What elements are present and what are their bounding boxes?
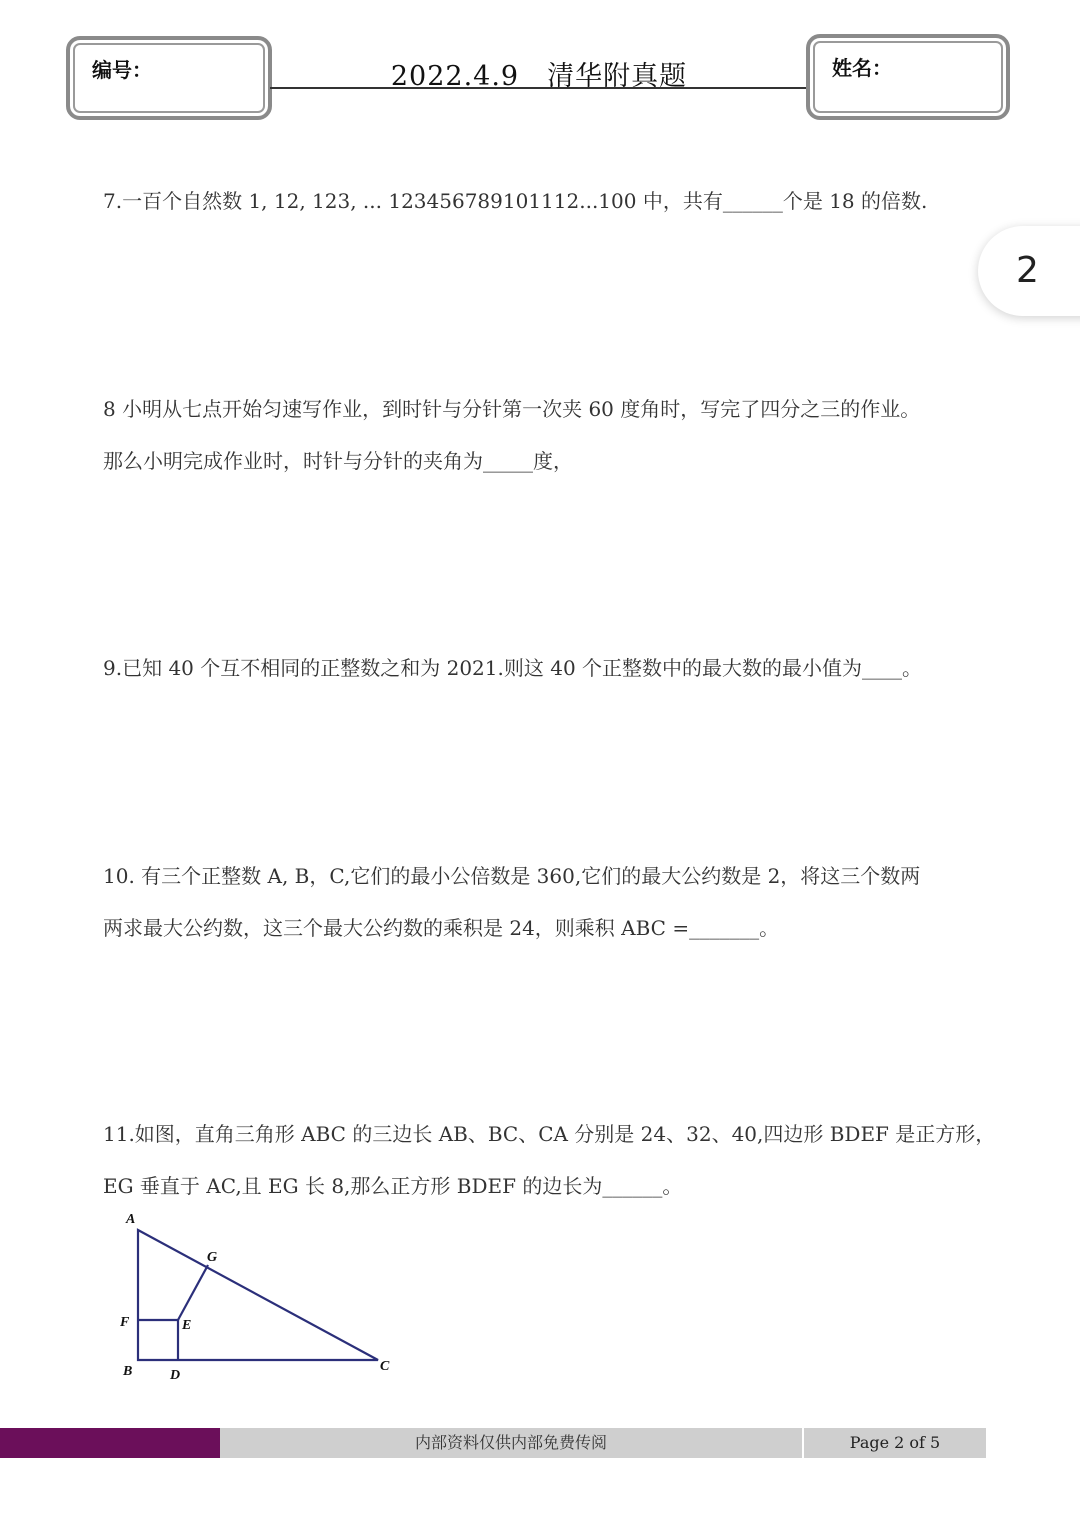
label-f: F (120, 1315, 130, 1330)
label-c: C (380, 1359, 390, 1374)
question-8-line-1: 8 小明从七点开始匀速写作业，到时针与分针第一次夹 60 度角时，写完了四分之三的作业。 (103, 397, 921, 421)
page-indicator[interactable] (978, 226, 1080, 316)
number-label: 编号： (92, 58, 152, 82)
label-e: E (182, 1318, 192, 1333)
question-9-line-1: 9.已知 40 个互不相同的正整数之和为 2021.则这 40 个正整数中的最大数的最小值为____。 (103, 656, 923, 680)
question-11-line-2: EG 垂直于 AC,且 EG 长 8,那么正方形 BDEF 的边长为______。 (103, 1174, 683, 1198)
footer-page-number: Page 2 of 5 (804, 1428, 986, 1458)
question-8-line-2: 那么小明完成作业时，时针与分针的夹角为_____度， (103, 449, 573, 473)
page-title: 2022.4.9 清华附真题 (390, 61, 688, 92)
label-g: G (207, 1250, 218, 1265)
question-10-line-1: 10. 有三个正整数 A, B，C,它们的最小公倍数是 360,它们的最大公约数是 2，将这三个数两 (103, 864, 921, 888)
triangle-abc (138, 1230, 378, 1360)
name-label: 姓名： (832, 56, 892, 80)
label-a: A (126, 1212, 136, 1227)
label-d: D (170, 1368, 181, 1383)
segment-eg (178, 1265, 208, 1320)
question-11-line-1: 11.如图，直角三角形 ABC 的三边长 AB、BC、CA 分别是 24、32、40,四边形 BDEF 是正方形， (103, 1122, 996, 1146)
number-box (66, 36, 272, 120)
footer-accent-bar (0, 1428, 220, 1458)
name-box (806, 34, 1010, 120)
question-7-line-1: 7.一百个自然数 1, 12, 123, ... 123456789101112...100 中，共有______个是 18 的倍数. (103, 189, 928, 213)
question-10-line-2: 两求最大公约数，这三个最大公约数的乘积是 24，则乘积 ABC =_______。 (103, 916, 780, 940)
triangle-figure (110, 1205, 410, 1390)
label-b: B (123, 1364, 133, 1379)
square-bdef (138, 1320, 178, 1360)
footer-notice: 内部资料仅供内部免费传阅 (220, 1428, 802, 1458)
page-indicator-number: 2 (1016, 250, 1039, 291)
